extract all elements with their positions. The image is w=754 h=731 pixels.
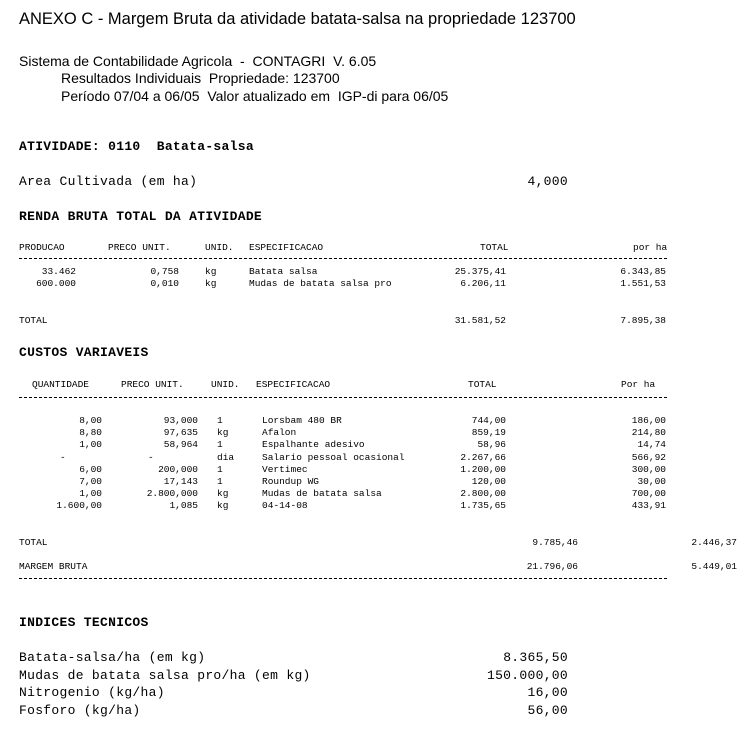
price-cell: -: [148, 451, 154, 463]
unit-cell: kg: [205, 278, 217, 289]
period-line: Período 07/04 a 06/05 Valor atualizado em IGP-di para 06/05: [61, 88, 449, 104]
indice-label: Fosforo (kg/ha): [19, 703, 141, 718]
renda-total-label: TOTAL: [19, 315, 48, 326]
custos-total-label: TOTAL: [19, 537, 48, 548]
custos-col-espec: ESPECIFICACAO: [256, 379, 331, 390]
unit-cell: 1: [217, 415, 223, 426]
custos-col-qtd: QUANTIDADE: [32, 379, 90, 390]
custos-col-preco: PRECO UNIT.: [121, 379, 184, 390]
total-cell: 120,00: [471, 476, 506, 487]
renda-heading: RENDA BRUTA TOTAL DA ATIVIDADE: [19, 209, 263, 224]
total-cell: 744,00: [471, 415, 506, 426]
divider: [19, 258, 667, 259]
custos-total-porha: 2.446,37: [691, 537, 737, 548]
indices-heading: INDICES TECNICOS: [19, 615, 149, 630]
spec-cell: Lorsbam 480 BR: [262, 415, 342, 426]
price-cell: 1,085: [169, 500, 198, 512]
custos-heading: CUSTOS VARIAVEIS: [19, 345, 149, 360]
results-line: Resultados Individuais Propriedade: 123700: [61, 70, 340, 86]
renda-total-value: 31.581,52: [454, 315, 506, 326]
price-cell: 0,010: [150, 278, 179, 289]
margem-label: MARGEM BRUTA: [19, 561, 88, 572]
renda-col-porha: por ha: [633, 242, 668, 253]
qty-cell: 8,00: [79, 415, 102, 426]
total-cell: 2.267,66: [460, 451, 506, 463]
indice-value: 16,00: [527, 685, 568, 700]
total-cell: 1.200,00: [460, 463, 506, 475]
qty-cell: 33.462: [41, 266, 76, 277]
margem-value: 21.796,06: [526, 561, 578, 572]
spec-cell: Roundup WG: [262, 476, 320, 487]
porha-cell: 566,92: [631, 451, 666, 463]
unit-cell: dia: [217, 451, 235, 463]
renda-col-total: TOTAL: [480, 242, 509, 253]
qty-cell: 1,00: [79, 488, 102, 500]
price-cell: 0,758: [150, 266, 179, 277]
price-cell: 200,000: [158, 463, 198, 475]
total-cell: 25.375,41: [454, 266, 506, 277]
renda-col-producao: PRODUCAO: [19, 242, 65, 253]
spec-cell: Mudas de batata salsa pro: [249, 278, 392, 289]
price-cell: 2.800,000: [146, 488, 198, 500]
porha-cell: 1.551,53: [620, 278, 666, 289]
atividade-heading: ATIVIDADE: 0110 Batata-salsa: [19, 139, 254, 154]
total-cell: 1.735,65: [460, 500, 506, 512]
spec-cell: Afalon: [262, 427, 297, 439]
qty-cell: 7,00: [79, 476, 102, 487]
indice-label: Batata-salsa/ha (em kg): [19, 650, 206, 665]
divider: [19, 578, 667, 579]
porha-cell: 6.343,85: [620, 266, 666, 277]
system-line: Sistema de Contabilidade Agricola - CONTAGRI V. 6.05: [19, 53, 377, 69]
qty-cell: 8,80: [79, 427, 102, 439]
total-cell: 6.206,11: [460, 278, 506, 289]
price-cell: 97,635: [163, 427, 198, 439]
custos-col-porha: Por ha: [621, 379, 656, 390]
renda-col-unid: UNID.: [205, 242, 234, 253]
qty-cell: 600.000: [36, 278, 76, 289]
price-cell: 93,000: [163, 415, 198, 426]
total-cell: 2.800,00: [460, 488, 506, 500]
unit-cell: 1: [217, 476, 223, 487]
spec-cell: Espalhante adesivo: [262, 439, 365, 451]
indice-value: 56,00: [527, 703, 568, 718]
unit-cell: 1: [217, 463, 223, 475]
porha-cell: 214,80: [631, 427, 666, 439]
page-title: ANEXO C - Margem Bruta da atividade batata-salsa na propriedade 123700: [19, 10, 576, 28]
spec-cell: Salario pessoal ocasional: [262, 451, 405, 463]
indice-value: 8.365,50: [503, 650, 568, 665]
qty-cell: 6,00: [79, 463, 102, 475]
porha-cell: 300,00: [631, 463, 666, 475]
spec-cell: Mudas de batata salsa: [262, 488, 382, 500]
qty-cell: -: [60, 451, 66, 463]
area-label: Area Cultivada (em ha): [19, 174, 198, 189]
porha-cell: 14,74: [637, 439, 666, 451]
area-value: 4,000: [527, 174, 568, 189]
margem-porha: 5.449,01: [691, 561, 737, 572]
custos-total-value: 9.785,46: [532, 537, 578, 548]
renda-total-porha: 7.895,38: [620, 315, 666, 326]
unit-cell: kg: [217, 488, 229, 500]
indice-label: Mudas de batata salsa pro/ha (em kg): [19, 668, 311, 683]
price-cell: 58,964: [163, 439, 198, 451]
total-cell: 859,19: [471, 427, 506, 439]
price-cell: 17,143: [163, 476, 198, 487]
qty-cell: 1.600,00: [56, 500, 102, 512]
renda-col-espec: ESPECIFICACAO: [249, 242, 324, 253]
porha-cell: 30,00: [637, 476, 666, 487]
spec-cell: Vertimec: [262, 463, 308, 475]
unit-cell: kg: [205, 266, 217, 277]
qty-cell: 1,00: [79, 439, 102, 451]
spec-cell: 04-14-08: [262, 500, 308, 512]
unit-cell: 1: [217, 439, 223, 451]
spec-cell: Batata salsa: [249, 266, 318, 277]
divider: [19, 397, 667, 398]
indice-value: 150.000,00: [486, 668, 568, 683]
unit-cell: kg: [217, 427, 229, 439]
custos-col-unid: UNID.: [211, 379, 240, 390]
unit-cell: kg: [217, 500, 229, 512]
total-cell: 58,96: [477, 439, 506, 451]
porha-cell: 700,00: [631, 488, 666, 500]
custos-col-total: TOTAL: [468, 379, 497, 390]
indice-label: Nitrogenio (kg/ha): [19, 685, 165, 700]
porha-cell: 186,00: [631, 415, 666, 426]
renda-col-preco: PRECO UNIT.: [108, 242, 171, 253]
porha-cell: 433,91: [631, 500, 666, 512]
